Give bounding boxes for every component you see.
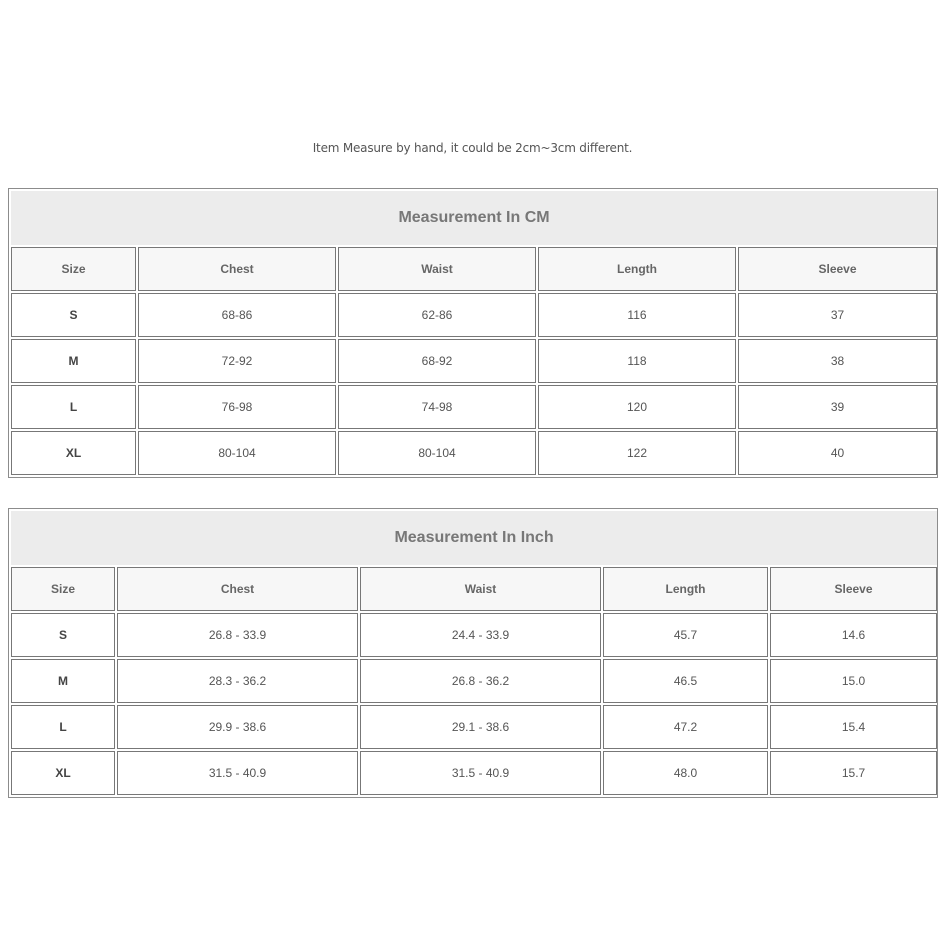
length-cell: 118 [538, 339, 736, 383]
column-header-sleeve: Sleeve [770, 567, 937, 611]
sleeve-cell: 37 [738, 293, 937, 337]
length-cell: 47.2 [603, 705, 768, 749]
waist-cell: 62-86 [338, 293, 536, 337]
column-header-size: Size [11, 247, 136, 291]
sleeve-cell: 14.6 [770, 613, 937, 657]
size-cell: L [11, 385, 136, 429]
chest-cell: 80-104 [138, 431, 336, 475]
table-header-row [11, 247, 937, 291]
sleeve-cell: 15.4 [770, 705, 937, 749]
length-cell: 45.7 [603, 613, 768, 657]
column-header-sleeve: Sleeve [738, 247, 937, 291]
sleeve-cell: 39 [738, 385, 937, 429]
sleeve-cell: 15.0 [770, 659, 937, 703]
column-header-waist: Waist [360, 567, 601, 611]
table-title-inch: Measurement In Inch [11, 511, 937, 565]
table-row [11, 339, 937, 383]
length-cell: 46.5 [603, 659, 768, 703]
chest-cell: 76-98 [138, 385, 336, 429]
waist-cell: 80-104 [338, 431, 536, 475]
size-cell: XL [11, 751, 115, 795]
length-cell: 116 [538, 293, 736, 337]
table-row [11, 751, 937, 795]
table-row [11, 705, 937, 749]
size-cell: S [11, 613, 115, 657]
size-table-cm [8, 188, 938, 478]
table-header-row [11, 567, 937, 611]
length-cell: 122 [538, 431, 736, 475]
waist-cell: 29.1 - 38.6 [360, 705, 601, 749]
chest-cell: 31.5 - 40.9 [117, 751, 358, 795]
chest-cell: 29.9 - 38.6 [117, 705, 358, 749]
waist-cell: 31.5 - 40.9 [360, 751, 601, 795]
chest-cell: 26.8 - 33.9 [117, 613, 358, 657]
size-cell: L [11, 705, 115, 749]
size-cell: XL [11, 431, 136, 475]
table-row [11, 431, 937, 475]
column-header-length: Length [603, 567, 768, 611]
waist-cell: 74-98 [338, 385, 536, 429]
size-cell: S [11, 293, 136, 337]
chest-cell: 28.3 - 36.2 [117, 659, 358, 703]
column-header-waist: Waist [338, 247, 536, 291]
waist-cell: 26.8 - 36.2 [360, 659, 601, 703]
length-cell: 120 [538, 385, 736, 429]
waist-cell: 68-92 [338, 339, 536, 383]
column-header-chest: Chest [117, 567, 358, 611]
column-header-length: Length [538, 247, 736, 291]
sleeve-cell: 38 [738, 339, 937, 383]
table-row [11, 385, 937, 429]
table-title-cm: Measurement In CM [11, 191, 937, 245]
sleeve-cell: 15.7 [770, 751, 937, 795]
measurement-note: Item Measure by hand, it could be 2cm~3cm different. [312, 141, 633, 155]
chest-cell: 68-86 [138, 293, 336, 337]
table-row [11, 613, 937, 657]
size-table-inch [8, 508, 938, 798]
waist-cell: 24.4 - 33.9 [360, 613, 601, 657]
column-header-size: Size [11, 567, 115, 611]
column-header-chest: Chest [138, 247, 336, 291]
size-cell: M [11, 659, 115, 703]
sleeve-cell: 40 [738, 431, 937, 475]
table-row [11, 659, 937, 703]
length-cell: 48.0 [603, 751, 768, 795]
size-cell: M [11, 339, 136, 383]
chest-cell: 72-92 [138, 339, 336, 383]
table-row [11, 293, 937, 337]
